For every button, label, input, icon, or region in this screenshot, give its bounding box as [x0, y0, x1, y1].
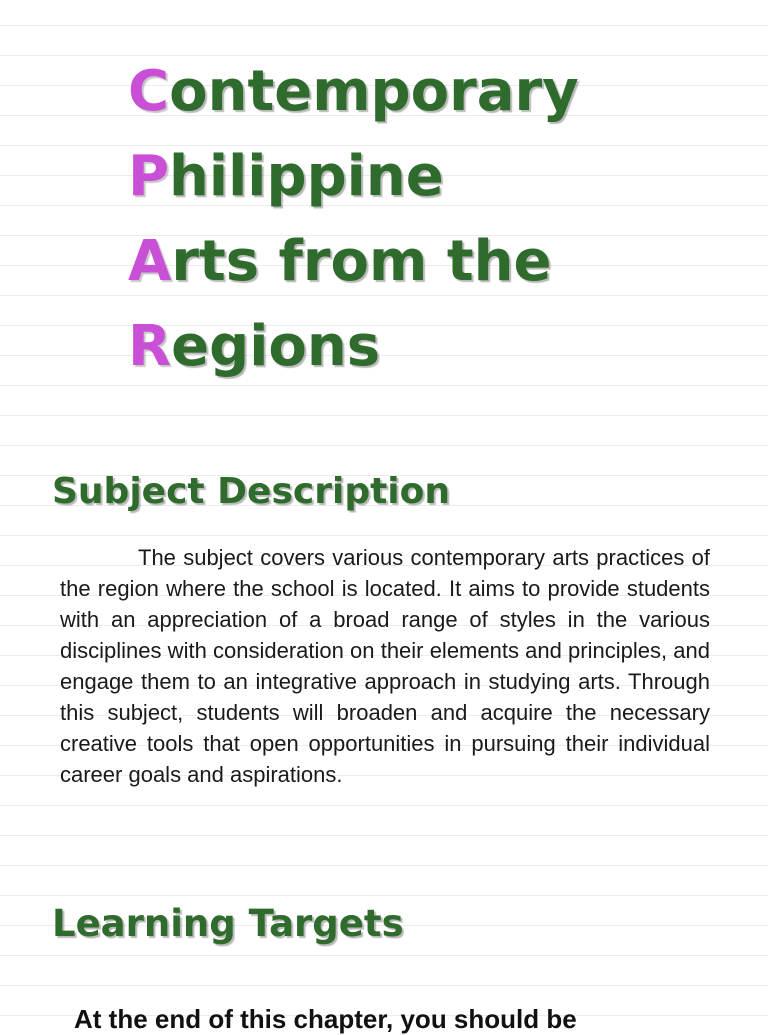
- title-initial: C: [128, 59, 170, 124]
- title-line-3: [128, 222, 748, 307]
- title-initial: A: [128, 229, 172, 294]
- title-line-2: [128, 137, 748, 222]
- subject-description-heading: Subject Description: [52, 471, 451, 512]
- title-line-1: [128, 52, 748, 137]
- title-initial: R: [128, 314, 172, 379]
- learning-targets-intro: At the end of this chapter, you should be: [74, 1004, 577, 1034]
- title-rest: rts from the: [171, 229, 552, 294]
- title-rest: egions: [171, 314, 381, 379]
- title-line-4: [128, 307, 748, 392]
- title-rest: ontemporary: [169, 59, 579, 124]
- title-initial: P: [128, 144, 170, 209]
- subject-description-body: The subject covers various contemporary arts practices of the region where the school is located. It aims to provide students with an appreciation of a broad range of styles in the various disciplines with consideration on their elements and principles, and engage them to an integrative approach in studying arts. Through this subject, students will broaden and acquire the necessary creative tools that open opportunities in pursuing their individual career goals and aspirations.: [60, 545, 710, 787]
- document-title: [128, 52, 748, 392]
- learning-targets-heading: Learning Targets: [52, 902, 404, 945]
- title-rest: hilippine: [169, 144, 444, 209]
